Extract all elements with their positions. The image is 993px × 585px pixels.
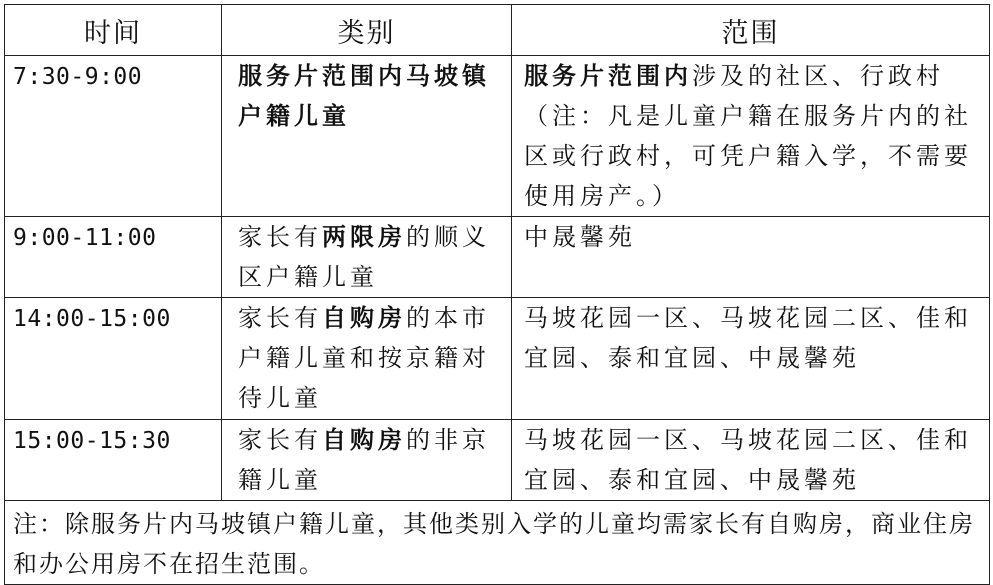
text-segment: 家长有: [238, 223, 322, 251]
text-segment: 家长有: [238, 426, 322, 454]
note-row: [5, 501, 990, 585]
text-segment: 涉及的社区、行政村（注：凡是儿童户籍在服务片内的社区或行政村，可凭户籍入学，不需要使用房产。）: [524, 62, 972, 210]
text-segment: 中晟馨苑: [524, 223, 636, 251]
category-cell: [222, 298, 512, 420]
text-segment: 的顺义区户籍儿童: [238, 223, 490, 291]
bold-text-segment: 自购房: [322, 425, 406, 454]
header-range: 范围: [512, 5, 990, 56]
time-cell: 14:00-15:00: [5, 298, 222, 420]
header-category: 类别: [222, 5, 512, 56]
header-row: [5, 5, 990, 56]
text-segment: 家长有: [238, 304, 322, 332]
range-cell: [512, 217, 990, 298]
table-row: [5, 217, 990, 298]
time-cell: 9:00-11:00: [5, 217, 222, 298]
bold-text-segment: 服务片范围内: [524, 61, 692, 90]
text-segment: 马坡花园一区、马坡花园二区、佳和宜园、泰和宜园、中晟馨苑: [524, 304, 972, 372]
category-cell: [222, 56, 512, 217]
bold-text-segment: 服务片范围内马坡镇户籍儿童: [238, 61, 490, 130]
category-cell: [222, 217, 512, 298]
range-cell: [512, 298, 990, 420]
text-segment: 的本市户籍儿童和按京籍对待儿童: [238, 304, 490, 412]
table-row: [5, 298, 990, 420]
category-cell: [222, 420, 512, 501]
text-segment: 马坡花园一区、马坡花园二区、佳和宜园、泰和宜园、中晟馨苑: [524, 426, 972, 494]
text-segment: 的非京籍儿童: [238, 426, 490, 494]
table-row: [5, 56, 990, 217]
time-cell: 15:00-15:30: [5, 420, 222, 501]
time-cell: 7:30-9:00: [5, 56, 222, 217]
table-row: [5, 420, 990, 501]
enrollment-schedule-table: [4, 4, 990, 585]
header-time: 时间: [5, 5, 222, 56]
range-cell: [512, 420, 990, 501]
note-cell: 注：除服务片内马坡镇户籍儿童，其他类别入学的儿童均需家长有自购房，商业住房和办公用房不在招生范围。: [5, 501, 990, 585]
bold-text-segment: 自购房: [322, 303, 406, 332]
bold-text-segment: 两限房: [322, 222, 406, 251]
range-cell: [512, 56, 990, 217]
